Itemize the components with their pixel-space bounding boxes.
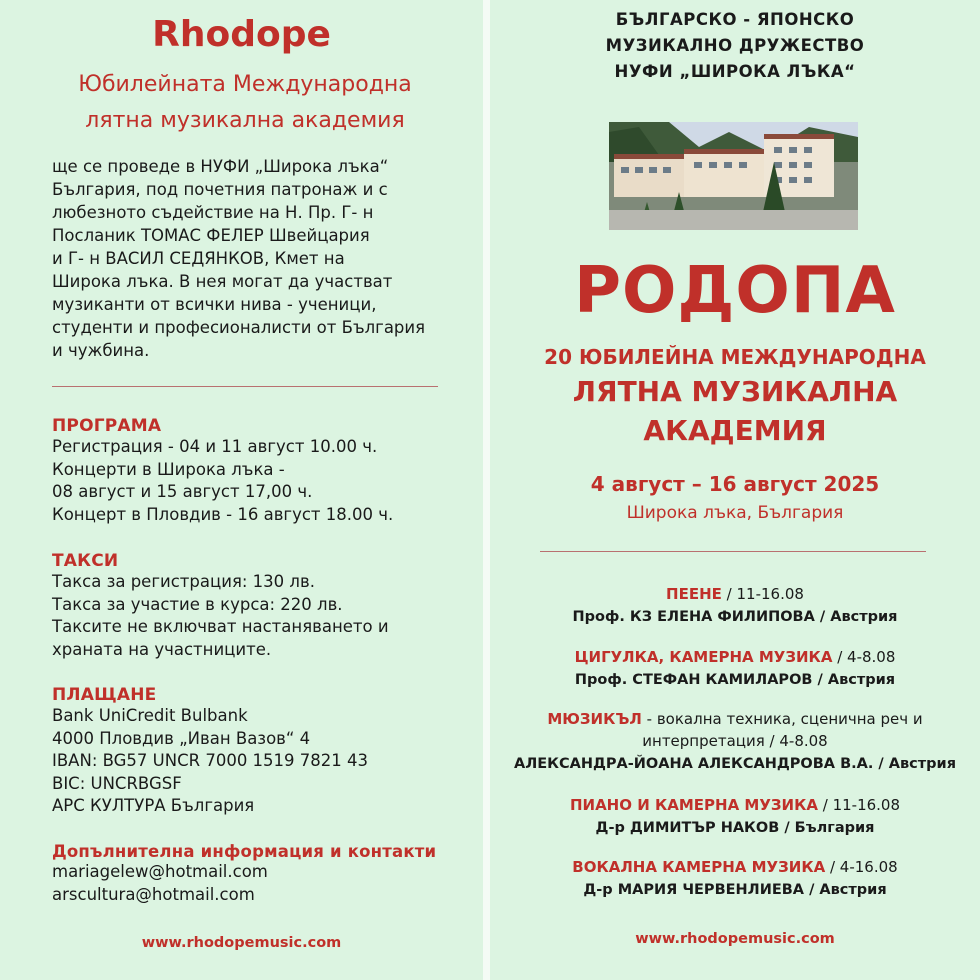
building-photo [609, 122, 858, 230]
course-2 [490, 647, 980, 688]
course-teacher: АЛЕКСАНДРА-ЙОАНА АЛЕКСАНДРОВА В.А. [513, 756, 874, 772]
course-desc: - вокална техника, сценична реч и [641, 710, 923, 728]
course-desc-continued: интерпретация / 4-8.08 [642, 732, 828, 750]
event-dates: 4 август – 16 август 2025 [590, 472, 880, 496]
intro-line: любезното съдействие на Н. Пр. Г- н [52, 203, 374, 222]
contacts-heading: Допълнителна информация и контакти [52, 842, 437, 861]
program-line: Регистрация - 04 и 11 август 10.00 ч. [52, 437, 378, 456]
course-dates: / 11-16.08 [817, 796, 901, 814]
program-heading: ПРОГРАМА [52, 416, 162, 436]
course-title: МЮЗИКЪЛ [547, 710, 642, 728]
intro-line: Широка лъка. В нея могат да участват [52, 272, 393, 291]
fees-line: Таксите не включват настаняването и [52, 617, 389, 636]
intro-line: и чужбина. [52, 341, 150, 360]
course-country: / Австрия [804, 882, 887, 898]
course-country: / Австрия [814, 609, 898, 625]
left-divider [52, 386, 438, 387]
payment-section [52, 685, 472, 818]
course-country: / Австрия [873, 756, 957, 772]
course-country: / Австрия [812, 672, 896, 688]
course-1 [490, 584, 980, 625]
subtitle-line-2: ЛЯТНА МУЗИКАЛНА [572, 375, 898, 408]
course-title: ПЕЕНЕ [666, 585, 722, 603]
left-website: www.rhodopemusic.com [141, 935, 342, 951]
course-teacher: Д-р ДИМИТЪР НАКОВ [595, 820, 780, 836]
contacts-section [52, 842, 477, 906]
building-photo-image [609, 122, 858, 230]
intro-line: музиканти от всички нива - ученици, [52, 295, 377, 314]
program-line: Концерти в Широка лъка - [52, 459, 285, 479]
intro-paragraph [52, 155, 442, 362]
program-section [52, 416, 472, 526]
intro-line: студенти и професионалисти от България [52, 318, 426, 337]
left-title: Rhodope [152, 14, 331, 55]
subtitle-line-1: 20 ЮБИЛЕЙНА МЕЖДУНАРОДНА [544, 345, 926, 369]
course-dates: / 4-16.08 [825, 858, 898, 876]
course-teacher: Проф. КЗ ЕЛЕНА ФИЛИПОВА [572, 609, 815, 625]
course-teacher: Проф. СТЕФАН КАМИЛАРОВ [574, 672, 813, 688]
course-title: ПИАНО И КАМЕРНА МУЗИКА [569, 796, 818, 814]
payment-line: BIC: UNCRBGSF [52, 773, 182, 793]
course-5 [490, 857, 980, 898]
intro-line: Посланик ТОМАС ФЕЛЕР Швейцария [52, 226, 370, 245]
intro-line: ще се проведе в НУФИ „Широка лъка“ [52, 157, 389, 176]
left-subtitle-line-2: лятна музикална академия [85, 108, 405, 133]
course-teacher: Д-р МАРИЯ ЧЕРВЕНЛИЕВА [583, 882, 805, 898]
fees-line: Такса за регистрация: 130 лв. [52, 572, 315, 591]
event-place: Широка лъка, България [626, 503, 844, 523]
intro-line: България, под почетния патронаж и с [52, 180, 388, 199]
payment-line: Bank UniCredit Bulbank [52, 706, 248, 725]
org-line-3: НУФИ „ШИРОКА ЛЪКА“ [614, 62, 856, 81]
course-title: ЦИГУЛКА, КАМЕРНА МУЗИКА [574, 648, 833, 666]
subtitle-line-3: АКАДЕМИЯ [643, 414, 827, 447]
contact-email: mariagelew@hotmail.com [52, 862, 268, 881]
course-title: ВОКАЛНА КАМЕРНА МУЗИКА [572, 858, 826, 876]
course-4 [490, 795, 980, 836]
intro-line: и Г- н ВАСИЛ СЕДЯНКОВ, Кмет на [52, 249, 345, 268]
main-title: РОДОПА [574, 254, 896, 328]
course-dates: / 11-16.08 [721, 585, 804, 603]
fees-line: Такса за участие в курса: 220 лв. [52, 594, 343, 614]
org-line-2: МУЗИКАЛНО ДРУЖЕСТВО [605, 36, 865, 55]
program-line: 08 август и 15 август 17,00 ч. [52, 482, 313, 501]
fees-section [52, 551, 472, 661]
program-line: Концерт в Пловдив - 16 август 18.00 ч. [52, 504, 394, 524]
contact-email: arscultura@hotmail.com [52, 884, 255, 904]
course-dates: / 4-8.08 [832, 648, 896, 666]
org-line-1: БЪЛГАРСКО - ЯПОНСКО [615, 10, 855, 29]
fees-heading: ТАКСИ [52, 551, 119, 571]
left-subtitle-line-1: Юбилейната Международна [78, 72, 412, 97]
fold-gutter [483, 0, 490, 980]
payment-heading: ПЛАЩАНЕ [52, 685, 157, 705]
payment-line: АРС КУЛТУРА България [52, 796, 255, 815]
right-website: www.rhodopemusic.com [635, 931, 835, 947]
course-3 [490, 709, 980, 772]
course-country: / България [779, 820, 875, 836]
payment-line: 4000 Пловдив „Иван Вазов“ 4 [52, 728, 311, 748]
right-divider [540, 551, 926, 552]
fees-line: храната на участниците. [52, 639, 272, 659]
payment-line: IBAN: BG57 UNCR 7000 1519 7821 43 [52, 751, 369, 770]
